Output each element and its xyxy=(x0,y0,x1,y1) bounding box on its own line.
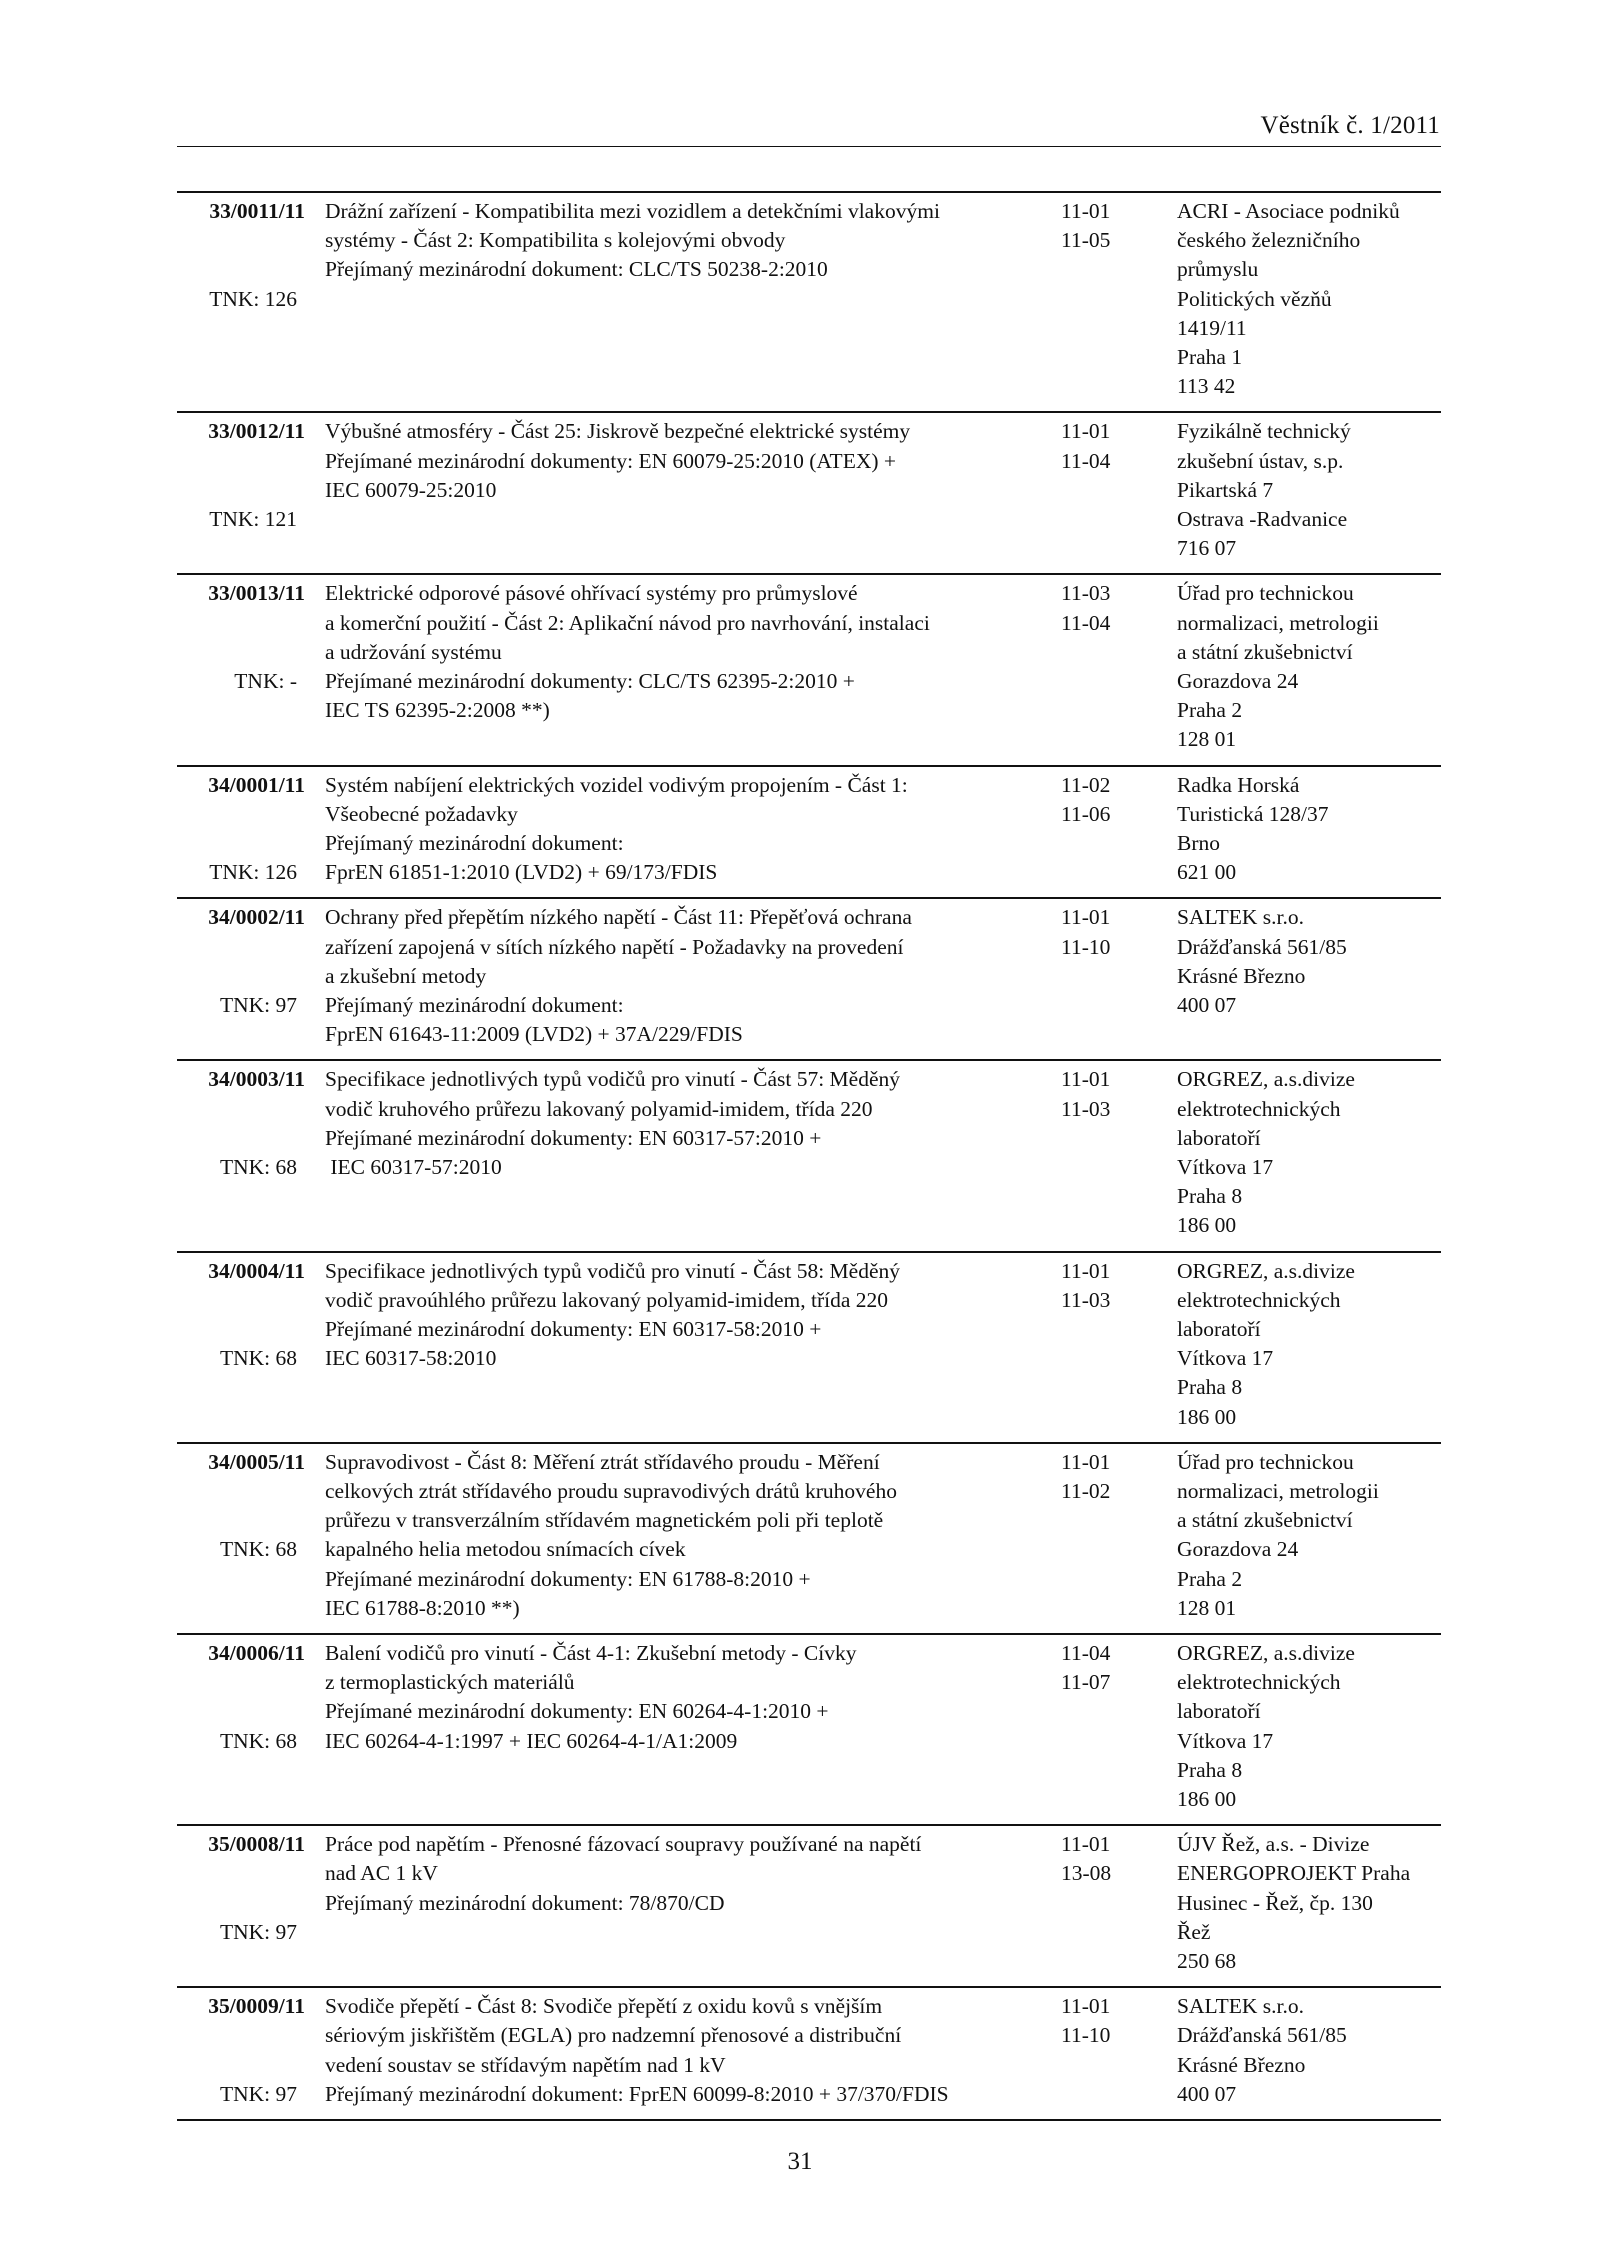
record-address-line: 128 01 xyxy=(1177,727,1237,752)
record-title-line: Supravodivost - Část 8: Měření ztrát střídavého proudu - Měření xyxy=(325,1449,880,1474)
record-code: 34/0003/11 xyxy=(208,1067,305,1092)
record-address-line: ENERGOPROJEKT Praha xyxy=(1177,1861,1411,1886)
record-title-line: Přejímaný mezinárodní dokument: FprEN 60099-8:2010 + 37/370/FDIS xyxy=(325,2081,949,2106)
record-title-line: Přejímané mezinárodní dokumenty: CLC/TS 62395-2:2010 + xyxy=(325,669,855,693)
record-address xyxy=(1177,903,1439,1020)
record-address-line: Úřad pro technickou xyxy=(1177,1449,1354,1474)
record-dates xyxy=(1061,197,1131,255)
record-title-line: a udržování systému xyxy=(325,639,502,664)
record-title xyxy=(325,1257,901,1374)
record-tnk: TNK: 121 xyxy=(209,506,297,531)
record-address-line: Fyzikálně technický xyxy=(1177,419,1351,444)
record-title-line: celkových ztrát střídavého proudu supravodivých drátů kruhového xyxy=(325,1478,897,1503)
record-date: 11-05 xyxy=(1061,228,1111,253)
record-dates xyxy=(1061,771,1131,829)
record-title xyxy=(325,197,940,285)
record-row xyxy=(177,899,1441,1061)
record-address-line: Krásné Březno xyxy=(1177,2052,1306,2077)
record-address-line: 621 00 xyxy=(1177,860,1237,885)
record-row xyxy=(177,413,1441,575)
header-divider xyxy=(177,146,1441,147)
record-title xyxy=(325,1830,922,1918)
record-title-line: systémy - Část 2: Kompatibilita s kolejovými obvody xyxy=(325,228,786,253)
record-title-line: IEC 61788-8:2010 **) xyxy=(325,1595,520,1620)
record-address-line: Vítkova 17 xyxy=(1177,1154,1274,1179)
record-title-line: a komerční použití - Část 2: Aplikační návod pro navrhování, instalaci xyxy=(325,610,930,635)
record-title xyxy=(325,1448,897,1623)
record-address-line: Vítkova 17 xyxy=(1177,1728,1274,1753)
records-table xyxy=(177,191,1441,2121)
record-title-line: průřezu v transverzálním střídavém magnetickém poli při teplotě xyxy=(325,1508,884,1533)
record-title-line: z termoplastických materiálů xyxy=(325,1670,575,1695)
record-title-line: Přejímané mezinárodní dokumenty: EN 60317-57:2010 + xyxy=(325,1125,822,1150)
record-date: 11-01 xyxy=(1061,419,1111,444)
record-title-line: Specifikace jednotlivých typů vodičů pro vinutí - Část 58: Měděný xyxy=(325,1258,901,1283)
record-address xyxy=(1177,1639,1439,1814)
record-address-line: Praha 8 xyxy=(1177,1375,1243,1400)
record-title-line: Přejímané mezinárodní dokumenty: EN 61788-8:2010 + xyxy=(325,1566,811,1591)
record-date: 11-01 xyxy=(1061,1994,1111,2019)
record-row xyxy=(177,1444,1441,1635)
record-title-line: Všeobecné požadavky xyxy=(325,801,518,826)
record-row xyxy=(177,1826,1441,1988)
record-address xyxy=(1177,1257,1439,1432)
record-tnk: TNK: 68 xyxy=(219,1154,297,1179)
record-address xyxy=(1177,1065,1439,1240)
record-address-line: normalizaci, metrologii xyxy=(1177,1478,1379,1503)
record-title-line: Přejímaný mezinárodní dokument: 78/870/CD xyxy=(325,1890,725,1915)
record-row xyxy=(177,575,1441,766)
record-title-line: Přejímaný mezinárodní dokument: xyxy=(325,992,624,1017)
record-address-line: Praha 8 xyxy=(1177,1757,1243,1782)
record-date: 11-01 xyxy=(1061,1067,1111,1092)
record-title-line: FprEN 61643-11:2009 (LVD2) + 37A/229/FDIS xyxy=(325,1022,743,1047)
record-code: 33/0011/11 xyxy=(209,199,305,223)
record-title-line: kapalného helia metodou snímacích cívek xyxy=(325,1537,686,1562)
record-address-line: 186 00 xyxy=(1177,1213,1237,1238)
record-address-line: Brno xyxy=(1177,830,1220,855)
record-address-line: elektrotechnických xyxy=(1177,1287,1341,1312)
record-date: 11-10 xyxy=(1061,934,1111,959)
record-tnk: TNK: 97 xyxy=(219,992,297,1017)
record-code: 34/0002/11 xyxy=(208,905,305,930)
record-address xyxy=(1177,1448,1439,1623)
record-dates xyxy=(1061,1065,1131,1123)
record-address-line: Ostrava -Radvanice xyxy=(1177,507,1348,531)
record-dates xyxy=(1061,417,1131,475)
record-date: 11-01 xyxy=(1061,1258,1111,1283)
record-address-line: ORGREZ, a.s.divize xyxy=(1177,1067,1355,1092)
record-address-line: ORGREZ, a.s.divize xyxy=(1177,1640,1355,1665)
record-date: 11-01 xyxy=(1061,1832,1111,1857)
record-title xyxy=(325,771,908,888)
record-address-line: 400 07 xyxy=(1177,992,1237,1017)
record-row xyxy=(177,1635,1441,1826)
record-date: 11-03 xyxy=(1061,581,1111,606)
record-title-line: a zkušební metody xyxy=(325,963,487,988)
record-date: 11-07 xyxy=(1061,1670,1111,1695)
record-row xyxy=(177,1253,1441,1444)
record-title xyxy=(325,1992,949,2109)
record-address xyxy=(1177,771,1439,888)
record-address-line: Drážďanská 561/85 xyxy=(1177,2023,1347,2048)
record-address-line: Pikartská 7 xyxy=(1177,477,1274,502)
record-row xyxy=(177,767,1441,900)
record-tnk: TNK: 126 xyxy=(209,286,297,311)
record-address-line: 1419/11 xyxy=(1177,315,1247,340)
record-address-line: Radka Horská xyxy=(1177,772,1300,797)
record-dates xyxy=(1061,903,1131,961)
record-address xyxy=(1177,579,1439,754)
record-title-line: Balení vodičů pro vinutí - Část 4-1: Zkušební metody - Cívky xyxy=(325,1640,857,1665)
record-title-line: sériovým jiskřištěm (EGLA) pro nadzemní přenosové a distribuční xyxy=(325,2023,902,2048)
record-address-line: Praha 8 xyxy=(1177,1184,1243,1209)
record-address-line: a státní zkušebnictví xyxy=(1177,639,1353,664)
record-address-line: Řež xyxy=(1177,1919,1211,1944)
record-address-line: 186 00 xyxy=(1177,1786,1237,1811)
record-title-line: Drážní zařízení - Kompatibilita mezi vozidlem a detekčními vlakovými xyxy=(325,199,940,223)
record-title-line: Výbušné atmosféry - Část 25: Jiskrově bezpečné elektrické systémy xyxy=(325,419,911,444)
record-date: 11-01 xyxy=(1061,905,1111,930)
record-title-line: IEC 60079-25:2010 xyxy=(325,477,497,502)
record-code: 33/0012/11 xyxy=(208,419,305,444)
record-dates xyxy=(1061,1992,1131,2050)
record-address-line: Krásné Březno xyxy=(1177,963,1306,988)
record-code: 35/0009/11 xyxy=(208,1994,305,2019)
record-title-line: Přejímané mezinárodní dokumenty: EN 60317-58:2010 + xyxy=(325,1316,822,1341)
record-title-line: Přejímaný mezinárodní dokument: CLC/TS 50238-2:2010 xyxy=(325,257,828,282)
record-title-line: IEC 60317-57:2010 xyxy=(325,1154,502,1179)
record-dates xyxy=(1061,1257,1131,1315)
record-code: 33/0013/11 xyxy=(208,581,305,606)
record-dates xyxy=(1061,1639,1131,1697)
record-title-line: Přejímané mezinárodní dokumenty: EN 60079-25:2010 (ATEX) + xyxy=(325,448,897,473)
record-title-line: Svodiče přepětí - Část 8: Svodiče přepětí z oxidu kovů s vnějším xyxy=(325,1994,883,2019)
record-title-line: Specifikace jednotlivých typů vodičů pro vinutí - Část 57: Měděný xyxy=(325,1067,901,1092)
record-address-line: 250 68 xyxy=(1177,1948,1237,1973)
record-address-line: Turistická 128/37 xyxy=(1177,801,1329,826)
record-date: 11-01 xyxy=(1061,1449,1111,1474)
record-title-line: Ochrany před přepětím nízkého napětí - Část 11: Přepěťová ochrana xyxy=(325,905,912,930)
record-date: 11-04 xyxy=(1061,610,1111,635)
record-title-line: IEC 60264-4-1:1997 + IEC 60264-4-1/A1:2009 xyxy=(325,1728,738,1753)
record-address-line: Vítkova 17 xyxy=(1177,1346,1274,1371)
record-title-line: vodič pravoúhlého průřezu lakovaný polyamid-imidem, třída 220 xyxy=(325,1287,889,1312)
record-date: 11-03 xyxy=(1061,1096,1111,1121)
record-address-line: ÚJV Řež, a.s. - Divize xyxy=(1177,1832,1370,1857)
record-dates xyxy=(1061,1830,1131,1888)
record-date: 11-10 xyxy=(1061,2023,1111,2048)
record-tnk: TNK: 68 xyxy=(219,1537,297,1562)
record-address xyxy=(1177,417,1439,563)
record-address-line: 113 42 xyxy=(1177,374,1236,399)
journal-title: Věstník č. 1/2011 xyxy=(1260,112,1440,139)
record-date: 11-02 xyxy=(1061,1478,1111,1503)
record-address-line: Praha 2 xyxy=(1177,1566,1243,1591)
record-title xyxy=(325,1639,865,1756)
record-tnk: TNK: 126 xyxy=(209,860,297,885)
record-address-line: Gorazdova 24 xyxy=(1177,1537,1299,1562)
record-title xyxy=(325,579,930,725)
record-tnk: TNK: 68 xyxy=(219,1346,297,1371)
record-title-line: Přejímaný mezinárodní dokument: xyxy=(325,830,624,855)
record-address-line: elektrotechnických xyxy=(1177,1096,1341,1121)
record-address-line: zkušební ústav, s.p. xyxy=(1177,448,1344,473)
record-date: 11-06 xyxy=(1061,801,1111,826)
record-title-line: vedení soustav se střídavým napětím nad 1 kV xyxy=(325,2052,726,2077)
record-address-line: ACRI - Asociace podniků xyxy=(1177,199,1400,223)
record-address-line: 716 07 xyxy=(1177,536,1237,561)
record-address-line: průmyslu xyxy=(1177,257,1259,282)
record-address-line: laboratoří xyxy=(1177,1125,1261,1150)
record-address xyxy=(1177,197,1439,401)
record-address-line: a státní zkušebnictví xyxy=(1177,1508,1353,1533)
record-address-line: Gorazdova 24 xyxy=(1177,669,1299,693)
record-tnk: TNK: 97 xyxy=(219,2081,297,2106)
record-dates xyxy=(1061,1448,1131,1506)
record-address-line: Praha 2 xyxy=(1177,698,1243,723)
record-row xyxy=(177,1988,1441,2121)
record-date: 11-04 xyxy=(1061,1640,1111,1665)
record-code: 34/0001/11 xyxy=(208,772,305,797)
record-title-line: Systém nabíjení elektrických vozidel vodivým propojením - Část 1: xyxy=(325,772,908,797)
record-tnk: TNK: - xyxy=(234,668,297,693)
record-address-line: 128 01 xyxy=(1177,1595,1237,1620)
record-code: 35/0008/11 xyxy=(208,1832,305,1857)
record-address-line: 400 07 xyxy=(1177,2081,1237,2106)
record-address-line: Praha 1 xyxy=(1177,345,1243,370)
record-title-line: zařízení zapojená v sítích nízkého napětí - Požadavky na provedení xyxy=(325,934,904,959)
page-number: 31 xyxy=(787,2148,813,2175)
record-address-line: SALTEK s.r.o. xyxy=(1177,1994,1305,2019)
record-address-line: laboratoří xyxy=(1177,1699,1261,1724)
record-address-line: Husinec - Řež, čp. 130 xyxy=(1177,1890,1373,1915)
record-address-line: Úřad pro technickou xyxy=(1177,581,1354,606)
record-address-line: Politických vězňů xyxy=(1177,286,1332,311)
record-address xyxy=(1177,1830,1439,1976)
record-address-line: normalizaci, metrologii xyxy=(1177,610,1379,635)
record-title-line: FprEN 61851-1:2010 (LVD2) + 69/173/FDIS xyxy=(325,860,718,885)
record-address-line: SALTEK s.r.o. xyxy=(1177,905,1305,930)
record-code: 34/0004/11 xyxy=(208,1258,305,1283)
record-code: 34/0005/11 xyxy=(208,1449,305,1474)
record-title-line: IEC 60317-58:2010 xyxy=(325,1346,497,1371)
record-title-line: nad AC 1 kV xyxy=(325,1861,438,1886)
record-row xyxy=(177,193,1441,413)
record-title xyxy=(325,903,912,1049)
record-title-line: Práce pod napětím - Přenosné fázovací soupravy používané na napětí xyxy=(325,1832,922,1857)
record-title xyxy=(325,417,911,505)
record-tnk: TNK: 97 xyxy=(219,1919,297,1944)
record-address-line: 186 00 xyxy=(1177,1404,1237,1429)
record-date: 11-03 xyxy=(1061,1287,1111,1312)
record-code: 34/0006/11 xyxy=(208,1640,305,1665)
record-title-line: Elektrické odporové pásové ohřívací systémy pro průmyslové xyxy=(325,581,858,606)
record-dates xyxy=(1061,579,1131,637)
record-title-line: IEC TS 62395-2:2008 **) xyxy=(325,698,550,723)
record-address-line: ORGREZ, a.s.divize xyxy=(1177,1258,1355,1283)
record-address xyxy=(1177,1992,1439,2109)
record-date: 11-04 xyxy=(1061,448,1111,473)
record-title-line: vodič kruhového průřezu lakovaný polyamid-imidem, třída 220 xyxy=(325,1096,873,1121)
record-date: 11-01 xyxy=(1061,199,1111,223)
record-title xyxy=(325,1065,901,1182)
record-address-line: českého železničního xyxy=(1177,228,1361,253)
record-title-line: Přejímané mezinárodní dokumenty: EN 60264-4-1:2010 + xyxy=(325,1699,829,1724)
record-address-line: elektrotechnických xyxy=(1177,1670,1341,1695)
record-date: 11-02 xyxy=(1061,772,1111,797)
record-row xyxy=(177,1061,1441,1252)
record-address-line: Drážďanská 561/85 xyxy=(1177,934,1347,959)
record-date: 13-08 xyxy=(1061,1861,1112,1886)
record-address-line: laboratoří xyxy=(1177,1316,1261,1341)
record-tnk: TNK: 68 xyxy=(219,1728,297,1753)
